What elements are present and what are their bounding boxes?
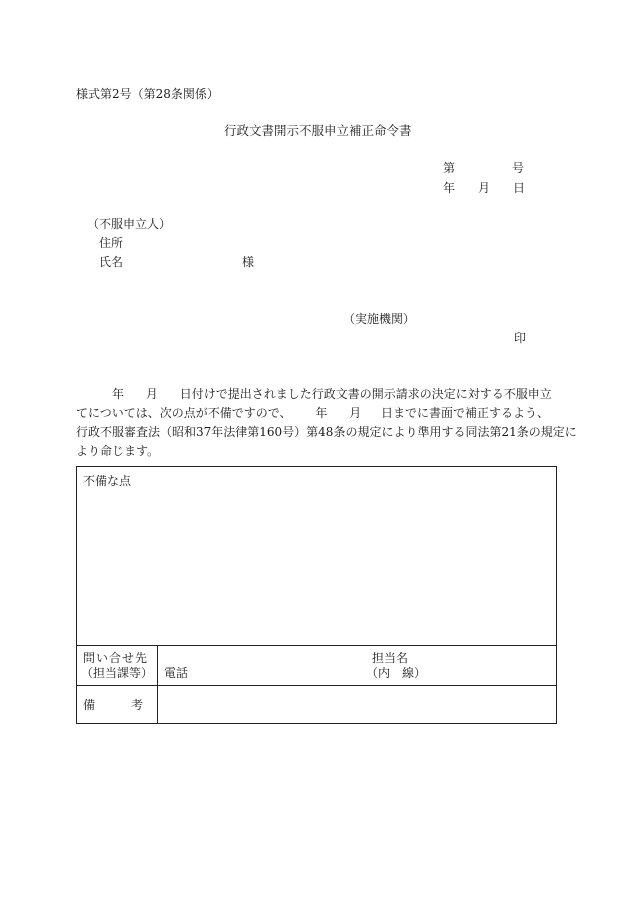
body-paragraph [76,385,577,461]
form-id: 様式第2号（第28条関係） [76,87,219,101]
table-divider [76,645,557,646]
table-divider [157,645,158,724]
number-go: 号 [512,161,525,175]
contact-dept-label: （担当課等） [81,666,154,680]
name-label: 氏名 [99,255,124,269]
remarks-label: 備 考 [83,698,144,712]
date-day: 日 [513,181,526,195]
table-divider [76,685,557,686]
addressee-heading: （不服申立人） [87,217,172,231]
deficiency-label: 不備な点 [83,474,132,488]
body-line-4: より命じます。 [76,444,160,458]
contact-label: 問い合せ先 [83,651,149,665]
body-line-2: てについては、次の点が不備ですので、 年 月 日までに書面で補正するよう、 [76,406,550,420]
body-line-1: 年 月 日付けで提出されました行政文書の開示請求の決定に対する不服申立 [112,387,552,401]
number-dai: 第 [443,161,456,175]
honorific: 様 [242,255,255,269]
seal-mark: 印 [514,331,527,345]
extension-label: （内 線） [366,666,427,680]
body-line-3: 行政不服審査法（昭和37年法律第160号）第48条の規定により準用する同法第21条の規定に [76,425,577,439]
address-label: 住所 [99,236,124,250]
person-label: 担当名 [372,651,409,665]
date-month: 月 [478,181,491,195]
issuer-label: （実施機関） [343,312,416,326]
document-title: 行政文書開示不服申立補正命令書 [224,123,412,138]
phone-label: 電話 [164,666,189,680]
date-year: 年 [443,181,456,195]
